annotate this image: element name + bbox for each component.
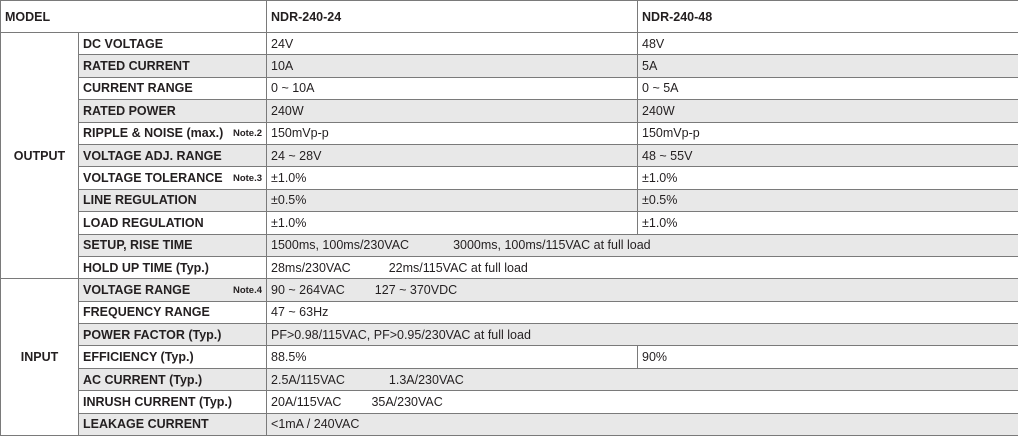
table-row (1, 346, 1018, 368)
table-row (1, 234, 1018, 256)
value-span (267, 391, 1018, 413)
value-span: 47 ~ 63Hz (267, 301, 1018, 323)
value-span (267, 256, 1018, 278)
table-row (1, 33, 1018, 55)
value-part: 3000ms, 100ms/115VAC at full load (453, 238, 651, 253)
table-row (1, 212, 1018, 234)
param-label: POWER FACTOR (Typ.) (79, 324, 267, 346)
table-row (1, 167, 1018, 189)
value-span (267, 279, 1018, 301)
model-b: NDR-240-48 (638, 1, 1018, 33)
value-part: 20A/115VAC (271, 394, 342, 409)
table-row (1, 324, 1018, 346)
value-a: 0 ~ 10A (267, 77, 638, 99)
model-a: NDR-240-24 (267, 1, 638, 33)
value-a: ±1.0% (267, 167, 638, 189)
param-label: LOAD REGULATION (79, 212, 267, 234)
value-b: ±1.0% (638, 167, 1018, 189)
param-label: HOLD UP TIME (Typ.) (79, 256, 267, 278)
value-a: ±0.5% (267, 189, 638, 211)
table-row (1, 122, 1018, 144)
value-a: 88.5% (267, 346, 638, 368)
value-a: 10A (267, 55, 638, 77)
group-input: INPUT (1, 279, 79, 436)
param-label: SETUP, RISE TIME (79, 234, 267, 256)
table-row (1, 279, 1018, 301)
param-text: VOLTAGE TOLERANCE (83, 171, 223, 186)
value-b: 48V (638, 33, 1018, 55)
value-a: ±1.0% (267, 212, 638, 234)
table-row (1, 55, 1018, 77)
value-part: 90 ~ 264VAC (271, 282, 345, 297)
param-label: CURRENT RANGE (79, 77, 267, 99)
param-label: VOLTAGE ADJ. RANGE (79, 144, 267, 166)
value-part: 1500ms, 100ms/230VAC (271, 238, 410, 253)
param-label: RATED CURRENT (79, 55, 267, 77)
value-span: PF>0.98/115VAC, PF>0.95/230VAC at full load (267, 324, 1018, 346)
value-b: 90% (638, 346, 1018, 368)
param-label: INRUSH CURRENT (Typ.) (79, 391, 267, 413)
table-row (1, 144, 1018, 166)
param-text: RIPPLE & NOISE (max.) (83, 126, 224, 141)
value-span (267, 368, 1018, 390)
value-a: 150mVp-p (267, 122, 638, 144)
param-text: VOLTAGE RANGE (83, 282, 191, 297)
table-row (1, 77, 1018, 99)
table-row (1, 189, 1018, 211)
param-label: EFFICIENCY (Typ.) (79, 346, 267, 368)
value-span (267, 234, 1018, 256)
value-part: 35A/230VAC (371, 394, 443, 409)
value-a: 240W (267, 100, 638, 122)
value-span: <1mA / 240VAC (267, 413, 1018, 435)
group-output: OUTPUT (1, 33, 79, 279)
table-row (1, 391, 1018, 413)
table-row (1, 413, 1018, 435)
param-label: AC CURRENT (Typ.) (79, 368, 267, 390)
param-label: LEAKAGE CURRENT (79, 413, 267, 435)
value-a: 24 ~ 28V (267, 144, 638, 166)
value-a: 24V (267, 33, 638, 55)
param-label: RATED POWER (79, 100, 267, 122)
param-label: LINE REGULATION (79, 189, 267, 211)
table-row (1, 368, 1018, 390)
header-row (1, 1, 1018, 33)
value-b: 240W (638, 100, 1018, 122)
value-part: 2.5A/115VAC (271, 372, 345, 387)
param-label (79, 122, 267, 144)
table-row (1, 256, 1018, 278)
value-b: ±0.5% (638, 189, 1018, 211)
note-ref: Note.4 (232, 284, 263, 296)
note-ref: Note.2 (232, 128, 263, 140)
value-b: 5A (638, 55, 1018, 77)
param-label (79, 167, 267, 189)
table-row (1, 100, 1018, 122)
value-part: 1.3A/230VAC (388, 372, 464, 387)
param-label (79, 279, 267, 301)
note-ref: Note.3 (232, 173, 263, 185)
value-b: 150mVp-p (638, 122, 1018, 144)
value-b: ±1.0% (638, 212, 1018, 234)
value-b: 48 ~ 55V (638, 144, 1018, 166)
value-part: 28ms/230VAC (271, 260, 351, 275)
value-part: 22ms/115VAC at full load (388, 260, 528, 275)
param-label: DC VOLTAGE (79, 33, 267, 55)
param-label: FREQUENCY RANGE (79, 301, 267, 323)
model-label: MODEL (1, 1, 267, 33)
table-row (1, 301, 1018, 323)
value-b: 0 ~ 5A (638, 77, 1018, 99)
value-part: 127 ~ 370VDC (374, 282, 458, 297)
